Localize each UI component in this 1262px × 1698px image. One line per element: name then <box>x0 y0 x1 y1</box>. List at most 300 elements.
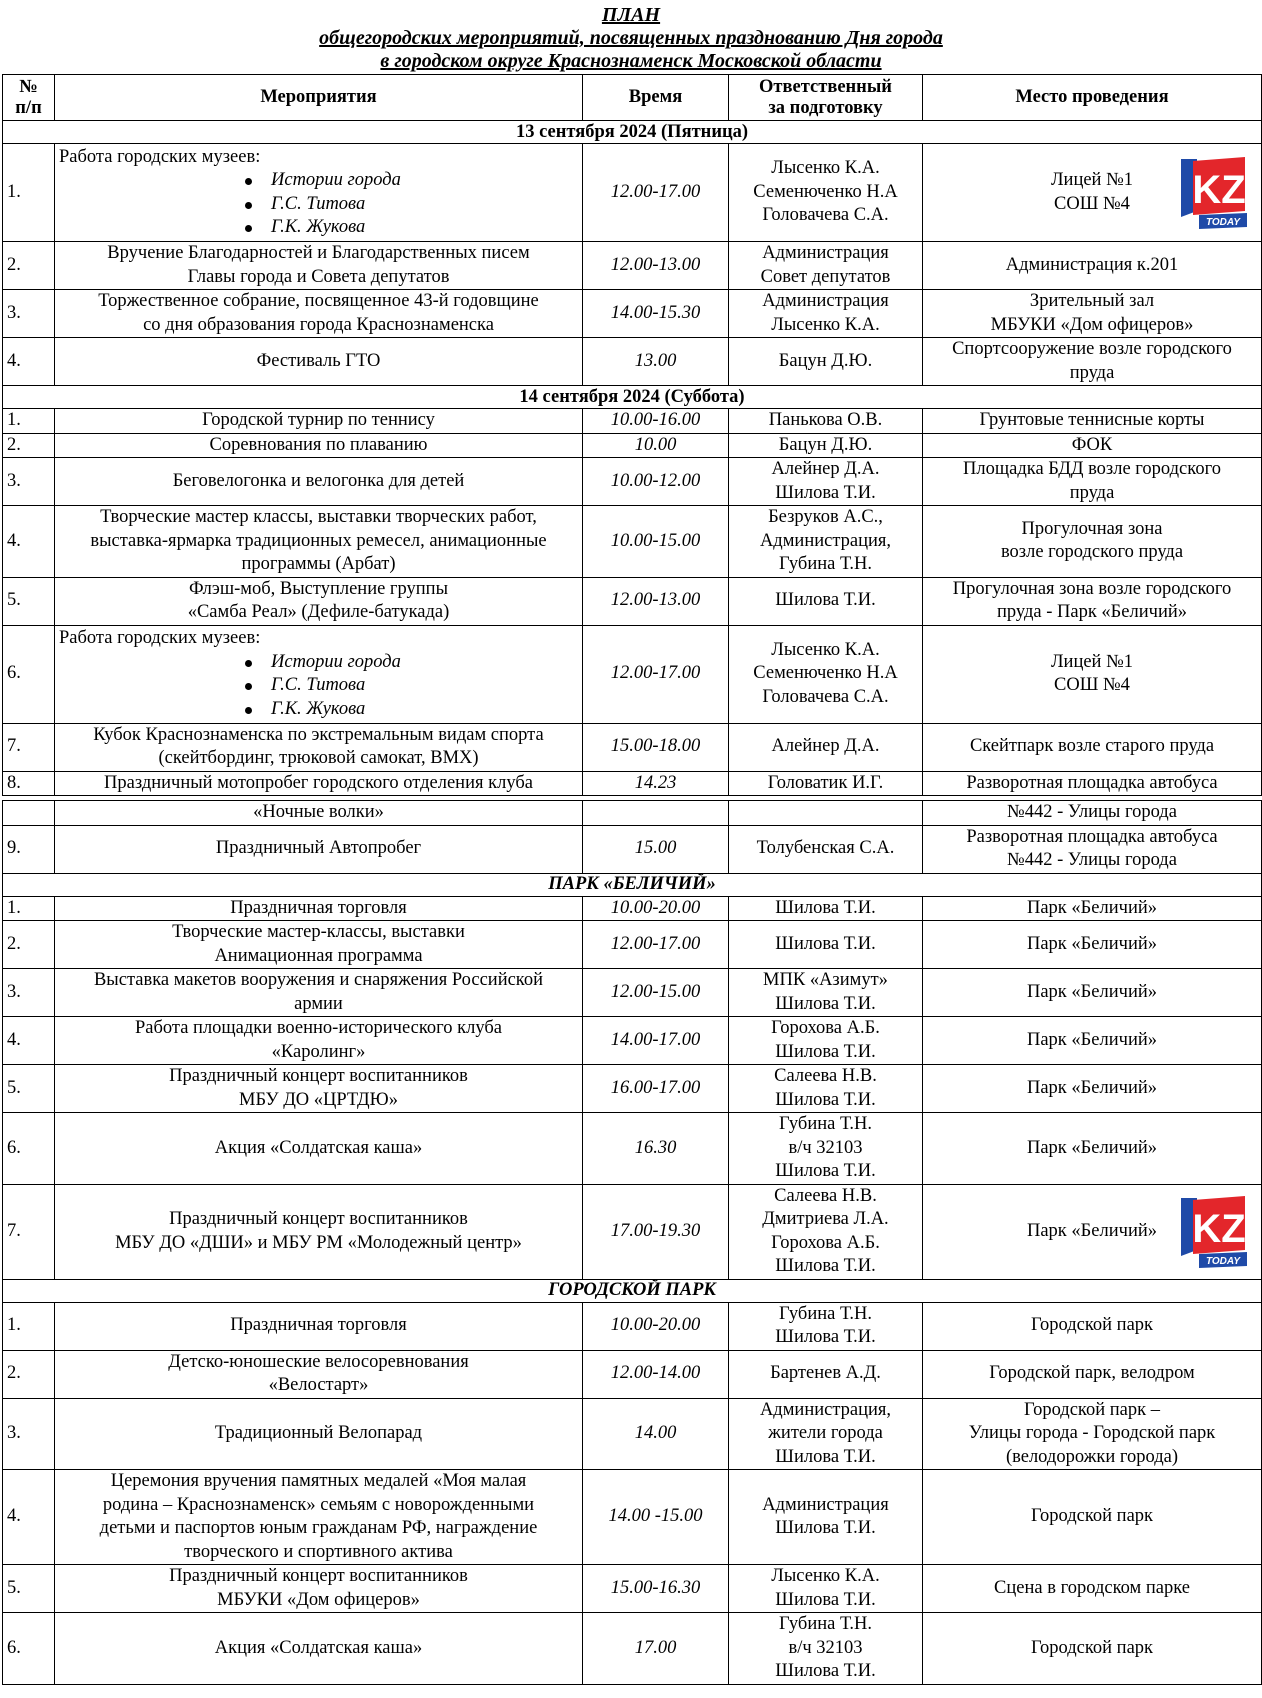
row-number: 1. <box>3 1302 55 1350</box>
cell-line: Шилова Т.И. <box>775 1518 876 1538</box>
event-cell <box>55 1613 583 1685</box>
row-number: 3. <box>3 458 55 506</box>
title-line-2: общегородских мероприятий, посвященных празднованию Дня города <box>319 27 943 49</box>
cell-line: Семенюченко Н.А <box>753 663 898 684</box>
table-row <box>3 409 1262 434</box>
cell-line: Шилова Т.И. <box>775 590 876 611</box>
cell-line: пруда - Парк «Беличий» <box>996 602 1188 622</box>
cell-line: Панькова О.В. <box>768 410 883 430</box>
table-row <box>3 1113 1262 1185</box>
row-number: 8. <box>3 771 55 796</box>
cell-line: Лысенко К.А. <box>771 1566 880 1586</box>
saturday-continued <box>3 801 1262 874</box>
plan-table-page-2 <box>2 800 1262 1685</box>
place-cell <box>923 1113 1262 1185</box>
city-park-section <box>3 1279 1262 1684</box>
event-cell <box>55 825 583 873</box>
cell-line: пруда <box>1069 482 1115 503</box>
table-row <box>3 577 1262 625</box>
cell-line: СОШ №4 <box>1054 193 1130 214</box>
cell-line: №442 - Улицы города <box>1007 802 1177 822</box>
cell-line: Бацун Д.Ю. <box>778 434 873 455</box>
time-cell: 10.00-20.00 <box>583 1302 729 1350</box>
table-row <box>3 433 1262 458</box>
row-number: 1. <box>3 144 55 242</box>
cell-line: Лицей №1 <box>1051 651 1133 672</box>
cell-line: Праздничный мотопробег городского отделения клуба <box>104 772 533 793</box>
event-cell <box>55 338 583 386</box>
responsible-cell <box>729 801 923 826</box>
table-row <box>3 1065 1262 1113</box>
cell-line: Губина Т.Н. <box>778 1614 873 1634</box>
museum-list-item: Г.С. Титова <box>271 193 578 217</box>
cell-line: Салеева Н.В. <box>774 1066 877 1086</box>
time-cell: 10.00-20.00 <box>583 896 729 921</box>
section-title: 14 сентября 2024 (Суббота) <box>3 386 1262 409</box>
responsible-cell <box>729 506 923 578</box>
row-number: 7. <box>3 1184 55 1279</box>
cell-line: «Велостарт» <box>268 1375 369 1395</box>
cell-line: Городской парк <box>1030 1506 1154 1527</box>
responsible-cell <box>729 144 923 242</box>
cell-line: МБУ ДО «ДШИ» и МБУ РМ «Молодежный центр» <box>115 1232 522 1253</box>
responsible-cell <box>729 1017 923 1065</box>
responsible-cell <box>729 338 923 386</box>
place-cell <box>923 825 1262 873</box>
cell-line: Администрация, <box>759 530 892 551</box>
cell-line: Улицы города - Городской парк <box>968 1423 1216 1443</box>
place-cell <box>923 458 1262 506</box>
place-cell <box>923 801 1262 826</box>
place-cell <box>923 338 1262 386</box>
time-cell: 14.00-15.30 <box>583 290 729 338</box>
cell-line: Беговелогонка и велогонка для детей <box>172 470 465 491</box>
responsible-cell <box>729 433 923 458</box>
responsible-cell <box>729 921 923 969</box>
table-row <box>3 1565 1262 1613</box>
kz-today-logo <box>1175 1194 1247 1270</box>
place-cell <box>923 896 1262 921</box>
cell-line: Губина Т.Н. <box>778 554 873 574</box>
row-number: 6. <box>3 1613 55 1685</box>
cell-line: Творческие мастер-классы, выставки <box>172 922 465 942</box>
cell-line: Шилова Т.И. <box>775 1256 876 1276</box>
table-row <box>3 458 1262 506</box>
row-number <box>3 801 55 826</box>
row-number: 6. <box>3 625 55 723</box>
time-cell: 17.00-19.30 <box>583 1184 729 1279</box>
responsible-cell <box>729 825 923 873</box>
event-title: Работа городских музеев: <box>59 628 261 648</box>
event-cell <box>55 801 583 826</box>
cell-line: Горохова А.Б. <box>771 1018 880 1038</box>
cell-line: Бартенев А.Д. <box>770 1363 881 1384</box>
section-header-row <box>3 386 1262 409</box>
row-number: 1. <box>3 896 55 921</box>
cell-line: Фестиваль ГТО <box>256 350 381 371</box>
row-number: 9. <box>3 825 55 873</box>
museum-list-item: Г.К. Жукова <box>271 698 578 722</box>
cell-line: Администрация к.201 <box>1005 254 1179 275</box>
row-number: 5. <box>3 1565 55 1613</box>
cell-line: «Самба Реал» (Дефиле-батукада) <box>187 602 450 622</box>
responsible-cell <box>729 1184 923 1279</box>
kz-today-logo <box>1175 155 1247 231</box>
cell-line: Прогулочная зона <box>1021 518 1163 539</box>
cell-line: Парк «Беличий» <box>1026 1077 1157 1098</box>
time-cell: 15.00-18.00 <box>583 723 729 771</box>
cell-line: Традиционный Велопарад <box>214 1423 423 1443</box>
place-cell <box>923 625 1262 723</box>
row-number: 2. <box>3 921 55 969</box>
cell-line: Администрация <box>762 243 889 263</box>
cell-line: возле городского пруда <box>1000 542 1184 563</box>
time-cell: 17.00 <box>583 1613 729 1685</box>
event-cell <box>55 1470 583 1565</box>
table-row <box>3 896 1262 921</box>
row-number: 6. <box>3 1113 55 1185</box>
table-row <box>3 1470 1262 1565</box>
event-cell <box>55 458 583 506</box>
museum-list-item: Истории города <box>271 651 578 675</box>
cell-line: выставка-ярмарка традиционных ремесел, анимационные <box>90 530 547 551</box>
cell-line: Торжественное собрание, посвященное 43-й годовщине <box>98 291 539 311</box>
header-responsible: Ответственный за подготовку <box>729 75 923 121</box>
cell-line: Шилова Т.И. <box>775 1589 876 1610</box>
time-cell: 15.00 <box>583 825 729 873</box>
event-cell <box>55 242 583 290</box>
row-number: 7. <box>3 723 55 771</box>
cell-line: Лицей №1 <box>1051 170 1133 190</box>
cell-line: Соревнования по плаванию <box>209 434 428 455</box>
cell-line: Парк «Беличий» <box>1026 981 1157 1002</box>
cell-line: Губина Т.Н. <box>778 1303 873 1324</box>
table-row <box>3 242 1262 290</box>
cell-line: Праздничный концерт воспитанников <box>169 1209 468 1229</box>
place-cell <box>923 1613 1262 1685</box>
table-row <box>3 1184 1262 1279</box>
responsible-cell <box>729 1613 923 1685</box>
cell-line: Вручение Благодарностей и Благодарственных писем <box>107 243 530 263</box>
place-cell <box>923 242 1262 290</box>
cell-line: Акция «Солдатская каша» <box>214 1137 423 1158</box>
table-row <box>3 1613 1262 1685</box>
cell-line: Парк «Беличий» <box>1026 1029 1157 1050</box>
cell-line: Алейнер Д.А. <box>771 459 880 479</box>
place-cell <box>923 1350 1262 1398</box>
cell-line: Бацун Д.Ю. <box>778 350 873 371</box>
event-cell <box>55 921 583 969</box>
logo-today-text: TODAY <box>1205 1255 1241 1267</box>
time-cell: 14.00-17.00 <box>583 1017 729 1065</box>
responsible-cell <box>729 577 923 625</box>
cell-line: Флэш-моб, Выступление группы <box>188 578 449 599</box>
cell-line: Акция «Солдатская каша» <box>214 1637 423 1658</box>
responsible-cell <box>729 723 923 771</box>
responsible-cell <box>729 896 923 921</box>
cell-line: Городской парк <box>1030 1315 1154 1336</box>
time-cell: 10.00 <box>583 433 729 458</box>
event-cell <box>55 1113 583 1185</box>
header-event: Мероприятия <box>55 75 583 121</box>
place-cell <box>923 723 1262 771</box>
row-number: 2. <box>3 1350 55 1398</box>
event-cell <box>55 1184 583 1279</box>
table-row <box>3 723 1262 771</box>
title-line-1: ПЛАН <box>601 4 661 26</box>
event-cell <box>55 409 583 434</box>
place-cell <box>923 506 1262 578</box>
cell-line: Шилова Т.И. <box>775 1327 876 1347</box>
place-cell <box>923 771 1262 796</box>
table-row <box>3 506 1262 578</box>
cell-line: Шилова Т.И. <box>775 1661 876 1681</box>
cell-line: Городской турнир по теннису <box>202 410 435 430</box>
cell-line: Шилова Т.И. <box>775 1446 876 1467</box>
cell-line: Алейнер Д.А. <box>771 736 880 757</box>
table-row <box>3 338 1262 386</box>
place-cell <box>923 1565 1262 1613</box>
museum-list-item: Г.С. Титова <box>271 674 578 698</box>
table-row <box>3 921 1262 969</box>
event-cell <box>55 1302 583 1350</box>
row-number: 4. <box>3 506 55 578</box>
responsible-cell <box>729 1398 923 1470</box>
cell-line: в/ч 32103 <box>788 1137 863 1158</box>
section-title: ПАРК «БЕЛИЧИЙ» <box>3 873 1262 896</box>
cell-line: Разворотная площадка автобуса <box>966 772 1218 793</box>
cell-line: Шилова Т.И. <box>775 993 876 1014</box>
cell-line: Губина Т.Н. <box>778 1114 873 1134</box>
responsible-cell <box>729 1565 923 1613</box>
place-cell <box>923 1302 1262 1350</box>
cell-line: Церемония вручения памятных медалей «Моя малая <box>110 1471 527 1491</box>
time-cell: 10.00-16.00 <box>583 409 729 434</box>
row-number: 5. <box>3 1065 55 1113</box>
responsible-cell <box>729 969 923 1017</box>
event-cell <box>55 1350 583 1398</box>
place-cell <box>923 1398 1262 1470</box>
cell-line: жители города <box>768 1423 883 1443</box>
time-cell: 14.23 <box>583 771 729 796</box>
cell-line: (скейтбординг, трюковой самокат, BMX) <box>158 748 479 768</box>
section-title: ГОРОДСКОЙ ПАРК <box>3 1279 1262 1302</box>
cell-line: детьми и паспортов юным гражданам РФ, награждение <box>99 1518 538 1538</box>
cell-line: Головачева С.А. <box>762 205 889 226</box>
cell-line: СОШ №4 <box>1054 675 1130 695</box>
event-title: Работа городских музеев: <box>59 146 261 167</box>
event-cell <box>55 1398 583 1470</box>
cell-line: армии <box>294 993 343 1014</box>
row-number: 5. <box>3 577 55 625</box>
cell-line: Анимационная программа <box>214 945 423 966</box>
cell-line: Дмитриева Л.А. <box>762 1209 889 1229</box>
cell-line: МБУКИ «Дом офицеров» <box>217 1589 420 1610</box>
responsible-cell <box>729 1350 923 1398</box>
section-title: 13 сентября 2024 (Пятница) <box>3 121 1262 144</box>
row-number: 4. <box>3 338 55 386</box>
table-header-row <box>3 75 1262 121</box>
cell-line: Парк «Беличий» <box>1026 897 1157 918</box>
table-row <box>3 969 1262 1017</box>
plan-table-page-1 <box>2 74 1262 796</box>
row-number: 3. <box>3 1398 55 1470</box>
cell-line: Выставка макетов вооружения и снаряжения Российской <box>93 970 544 990</box>
logo-kz-text: KZ <box>1192 1206 1246 1251</box>
title-line-3: в городском округе Краснознаменск Московской области <box>380 50 882 72</box>
event-cell <box>55 433 583 458</box>
cell-line: Главы города и Совета депутатов <box>187 266 450 287</box>
cell-line: Праздничный концерт воспитанников <box>169 1066 468 1086</box>
cell-line: творческого и спортивного актива <box>184 1541 453 1562</box>
logo-kz-text: KZ <box>1192 167 1246 212</box>
place-cell <box>923 1184 1262 1279</box>
responsible-cell <box>729 625 923 723</box>
cell-line: Парк «Беличий» <box>1026 1220 1157 1241</box>
responsible-cell <box>729 1113 923 1185</box>
event-cell <box>55 1565 583 1613</box>
cell-line: Шилова Т.И. <box>775 1041 876 1062</box>
time-cell: 13.00 <box>583 338 729 386</box>
place-cell <box>923 144 1262 242</box>
cell-line: Администрация, <box>759 1399 892 1420</box>
time-cell: 15.00-16.30 <box>583 1565 729 1613</box>
table-row <box>3 1017 1262 1065</box>
cell-line: №442 - Улицы города <box>1007 850 1177 870</box>
cell-line: Праздничная торговля <box>230 1315 407 1336</box>
friday-section <box>3 121 1262 386</box>
time-cell: 12.00-13.00 <box>583 577 729 625</box>
cell-line: Работа площадки военно-исторического клуба <box>134 1018 503 1038</box>
museum-list <box>59 169 578 240</box>
cell-line: Шилова Т.И. <box>775 1161 876 1181</box>
header-time: Время <box>583 75 729 121</box>
time-cell: 14.00 <box>583 1398 729 1470</box>
header-num: № п/п <box>3 75 55 121</box>
time-cell: 12.00-14.00 <box>583 1350 729 1398</box>
table-row <box>3 1302 1262 1350</box>
responsible-cell <box>729 409 923 434</box>
cell-line: Кубок Краснознаменска по экстремальным видам спорта <box>93 724 544 745</box>
cell-line: Городской парк – <box>1024 1399 1160 1420</box>
place-cell <box>923 921 1262 969</box>
time-cell: 12.00-17.00 <box>583 144 729 242</box>
place-cell <box>923 1017 1262 1065</box>
cell-line: Шилова Т.И. <box>775 933 876 954</box>
museum-list-item: Истории города <box>271 169 578 193</box>
section-header-row <box>3 121 1262 144</box>
table-row <box>3 771 1262 796</box>
cell-line: Безруков А.С., <box>768 507 883 527</box>
time-cell: 12.00-15.00 <box>583 969 729 1017</box>
cell-line: МБУ ДО «ЦРТДЮ» <box>239 1089 398 1110</box>
responsible-cell <box>729 1470 923 1565</box>
row-number: 1. <box>3 409 55 434</box>
cell-line: Городской парк <box>1030 1637 1154 1658</box>
cell-line: со дня образования города Краснознаменска <box>143 314 494 335</box>
event-cell <box>55 290 583 338</box>
place-cell <box>923 433 1262 458</box>
responsible-cell <box>729 771 923 796</box>
cell-line: Головатик И.Г. <box>767 772 884 793</box>
event-cell <box>55 144 583 242</box>
cell-line: в/ч 32103 <box>788 1637 863 1658</box>
cell-line: Шилова Т.И. <box>775 482 876 503</box>
event-cell <box>55 771 583 796</box>
saturday-section <box>3 386 1262 796</box>
time-cell: 12.00-13.00 <box>583 242 729 290</box>
cell-line: Администрация <box>762 291 889 311</box>
table-row <box>3 1350 1262 1398</box>
row-number: 3. <box>3 969 55 1017</box>
time-cell <box>583 801 729 826</box>
cell-line: «Каролинг» <box>271 1041 366 1062</box>
row-number: 3. <box>3 290 55 338</box>
place-cell <box>923 969 1262 1017</box>
cell-line: Парк «Беличий» <box>1026 933 1157 954</box>
event-cell <box>55 1017 583 1065</box>
cell-line: Шилова Т.И. <box>775 897 876 918</box>
section-header-row <box>3 873 1262 896</box>
time-cell: 16.00-17.00 <box>583 1065 729 1113</box>
cell-line: МПК «Азимут» <box>763 970 888 990</box>
document-title <box>0 4 1262 73</box>
cell-line: пруда <box>1069 362 1115 383</box>
cell-line: Совет депутатов <box>760 266 891 287</box>
cell-line: Лысенко К.А. <box>771 639 880 660</box>
table-row <box>3 1398 1262 1470</box>
cell-line: Зрительный зал <box>1029 291 1155 311</box>
cell-line: ФОК <box>1071 434 1113 455</box>
museum-list-item: Г.К. Жукова <box>271 216 578 240</box>
event-cell <box>55 506 583 578</box>
cell-line: (велодорожки города) <box>1005 1446 1179 1467</box>
time-cell: 12.00-17.00 <box>583 921 729 969</box>
place-cell <box>923 290 1262 338</box>
cell-line: МБУКИ «Дом офицеров» <box>990 314 1194 335</box>
place-cell <box>923 409 1262 434</box>
cell-line: Головачева С.А. <box>762 686 889 707</box>
cell-line: Городской парк, велодром <box>989 1363 1195 1384</box>
event-cell <box>55 577 583 625</box>
row-number: 2. <box>3 433 55 458</box>
cell-line: Шилова Т.И. <box>775 1089 876 1110</box>
responsible-cell <box>729 290 923 338</box>
cell-line: Сцена в городском парке <box>994 1577 1190 1598</box>
table-row <box>3 801 1262 826</box>
cell-line: Лысенко К.А. <box>771 314 880 335</box>
place-cell <box>923 1065 1262 1113</box>
responsible-cell <box>729 242 923 290</box>
row-number: 2. <box>3 242 55 290</box>
cell-line: Администрация <box>762 1494 889 1515</box>
cell-line: родина – Краснознаменск» семьям с новорожденными <box>102 1494 535 1515</box>
cell-line: Парк «Беличий» <box>1026 1137 1157 1158</box>
museum-list <box>59 651 578 722</box>
cell-line: Праздничная торговля <box>230 897 407 918</box>
event-cell <box>55 625 583 723</box>
section-header-row <box>3 1279 1262 1302</box>
responsible-cell <box>729 458 923 506</box>
cell-line: Лысенко К.А. <box>771 158 880 179</box>
time-cell: 10.00-12.00 <box>583 458 729 506</box>
cell-line: Творческие мастер классы, выставки творческих работ, <box>100 507 537 527</box>
time-cell: 12.00-17.00 <box>583 625 729 723</box>
place-cell <box>923 1470 1262 1565</box>
cell-line: Горохова А.Б. <box>771 1232 880 1253</box>
cell-line: Семенюченко Н.А <box>753 181 898 202</box>
table-row <box>3 825 1262 873</box>
